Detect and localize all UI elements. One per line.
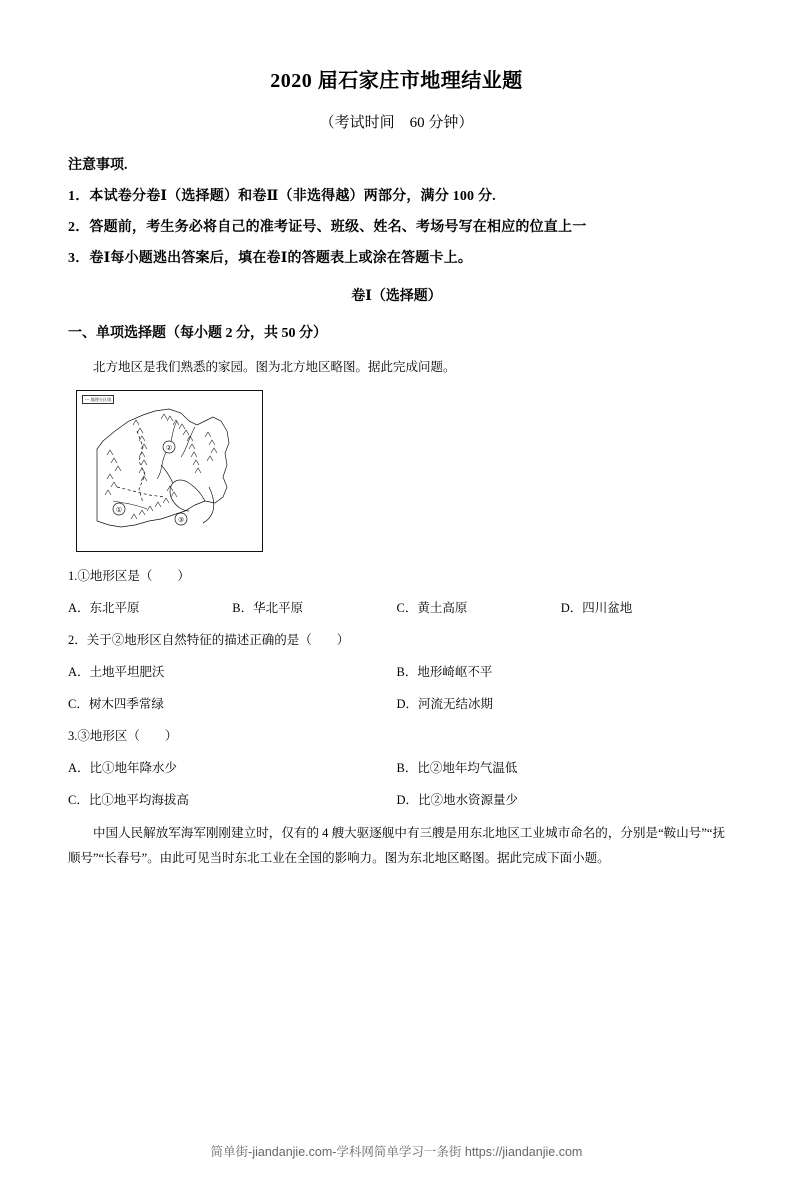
svg-text:①: ① (115, 506, 123, 514)
question-1-option-d[interactable]: D．四川盆地 (560, 600, 633, 615)
question-3-option-b[interactable]: B．比②地年均气温低 (396, 760, 518, 775)
material-paragraph-1: 北方地区是我们熟悉的家园。图为北方地区略图。据此完成问题。 (93, 360, 456, 374)
notice-line-2: 2．答题前，考生务必将自己的准考证号、班级、姓名、考场号写在相应的位直上一 (68, 220, 587, 235)
map-frame (76, 390, 263, 552)
question-1-option-b[interactable]: B．华北平原 (232, 600, 304, 615)
map-legend-line: --- 地理分区线 (85, 396, 112, 402)
question-3-options-row-2 (68, 790, 725, 808)
question-3-options-row-1 (68, 758, 725, 776)
notice-line-1: 1．本试卷分卷Ⅰ（选择题）和卷Ⅱ（非选得越）两部分，满分 100 分. (68, 189, 496, 204)
notice-line-3: 3．卷Ⅰ每小题逃出答案后，填在卷Ⅰ的答题表上或涂在答题卡上。 (68, 251, 473, 266)
section-label: 卷Ⅰ（选择题） (351, 289, 442, 304)
question-3-stem: 3.③地形区（ ） (68, 728, 178, 743)
document-page (0, 64, 793, 1186)
question-3-option-a[interactable]: A．比①地年降水少 (68, 760, 178, 775)
svg-text:②: ② (165, 444, 173, 452)
map-figure-northern-china (76, 390, 725, 552)
material-paragraph-2: 中国人民解放军海军刚刚建立时，仅有的 4 艘大驱逐舰中有三艘是用东北地区工业城市命名的，分别是“鞍山号”“抚顺号”“长春号”。由此可见当时东北工业在全国的影响力。图为东北地区略图。据此完成下面小题。 (68, 825, 725, 865)
exam-duration: （考试时间 60 分钟） (319, 115, 474, 131)
question-2-stem: 2．关于②地形区自然特征的描述正确的是（ ） (68, 632, 350, 647)
svg-text:③: ③ (177, 516, 185, 524)
page-title: 2020 届石家庄市地理结业题 (270, 70, 523, 92)
question-2-option-b[interactable]: B．地形崎岖不平 (396, 664, 493, 679)
question-1-options (68, 598, 725, 616)
question-1-option-a[interactable]: A．东北平原 (68, 600, 140, 615)
map-legend (82, 395, 114, 405)
question-2-options-row-1 (68, 662, 725, 680)
question-3-option-d[interactable]: D．比②地水资源量少 (396, 792, 519, 807)
question-2-option-d[interactable]: D．河流无结冰期 (396, 696, 494, 711)
question-2-option-c[interactable]: C．树木四季常绿 (68, 696, 164, 711)
question-2-options-row-2 (68, 694, 725, 712)
map-drawing (77, 391, 262, 551)
question-1-stem: 1.①地形区是（ ） (68, 568, 190, 583)
notice-heading: 注意事项. (68, 158, 128, 173)
question-2-option-a[interactable]: A．土地平坦肥沃 (68, 664, 165, 679)
footer-watermark: 简单街-jiandanjie.com-学科网简单学习一条街 https://jiandanjie.com (210, 1145, 583, 1159)
question-3-option-c[interactable]: C．比①地平均海拔高 (68, 792, 189, 807)
question-1-option-c[interactable]: C．黄土高原 (396, 600, 468, 615)
part-label: 一、单项选择题（每小题 2 分，共 50 分） (68, 326, 327, 341)
